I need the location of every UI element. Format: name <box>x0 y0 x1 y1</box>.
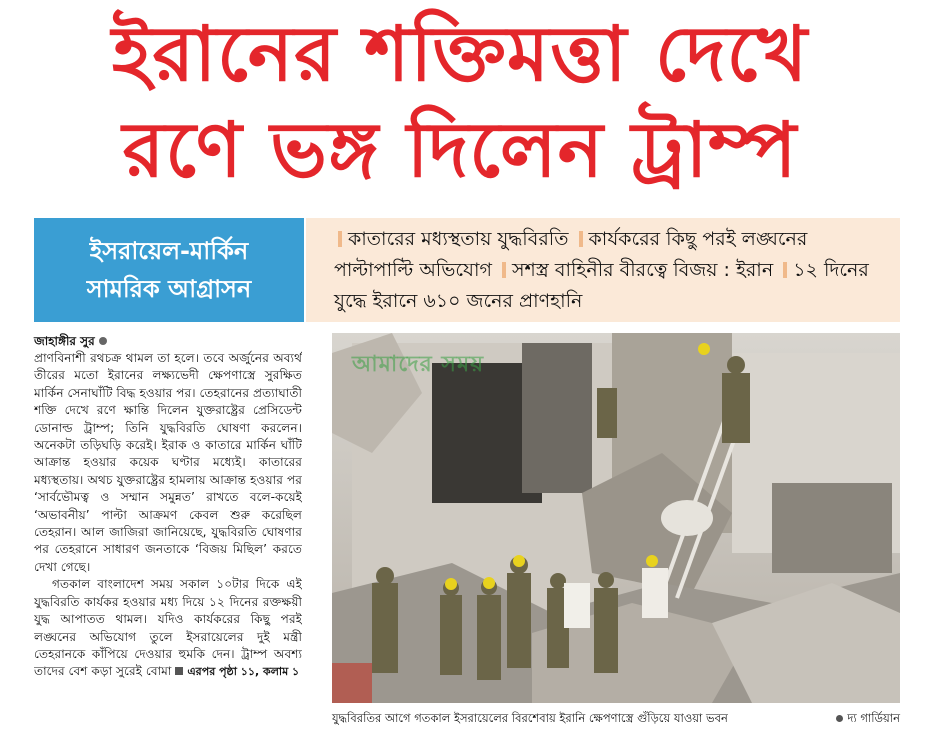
article-paragraph-2-text: গতকাল বাংলাদেশ সময় সকাল ১০টার দিকে এই যুদ্ধবিরতি কার্যকর হওয়ার মধ্য দিয়ে ১২ দিনের রক্তক্ষয়ী যুদ্ধ আপাতত থামল। যদিও কার্যকরের কিছু পরই লঙ্ঘনের অভিযোগ তুলে ইসরায়েলের দুই মন্ত্রী তেহরানকে কাঁপিয়ে দেওয়ার হুমকি দেন। ট্রাম্প অবশ্য তাদের বেশ কড়া সুরেই বোমা <box>34 577 302 679</box>
topic-line-1: ইসরায়েল-মার্কিন <box>89 237 249 265</box>
article-paragraph-1: প্রাণবিনাশী রথচক্র থামল তা হলে। তবে অর্জুনের অব্যর্থ তীরের মতো ইরানের লক্ষ্যভেদী ক্ষেপণাস্ত্রে সুরক্ষিত মার্কিন সেনাঘাঁটি বিদ্ধ হওয়ার পর। তেহরানের প্রত্যাঘাতী শক্তি দেখে রণে ক্ষান্তি দিলেন যুক্তরাষ্ট্রের প্রেসিডেন্ট ডোনাল্ড ট্রাম্প; তিনি যুদ্ধবিরতি ঘোষণা করলেন। অনেকটা তড়িঘড়ি করেই। ইরাক ও কাতারে মার্কিন ঘাঁটি আক্রান্ত হওয়ার কয়েক ঘণ্টার মধ্যেই। কাতারের মধ্যস্থতায়। অথচ যুক্তরাষ্ট্রের হামলায় আক্রান্ত হওয়ার পর ‘সার্বভৌমত্ব ও সম্মান সমুন্নত’ রাখতে বলে-কয়েই ‘অভাবনীয়’ পাল্টা আক্রমণ কেবল শুরু করেছিল তেহরান। আল জাজিরা জানিয়েছে, যুদ্ধবিরতি ঘোষণার পর তেহরানে সাধারণ জনতাকে ‘বিজয় মিছিল’ করতে দেখা গেছে। <box>34 351 302 574</box>
separator-bar <box>579 231 583 247</box>
article-paragraph-2 <box>34 576 302 680</box>
headline-line-2: রণে ভঙ্গ দিলেন ট্রাম্প <box>122 105 798 194</box>
subhead-1: কাতারের মধ্যস্থতায় যুদ্ধবিরতি <box>348 228 569 250</box>
continued-text: এরপর পৃষ্ঠা ১১, কলাম ১ <box>187 665 300 679</box>
rubble-scene-image <box>332 333 900 703</box>
subhead-3: সশস্ত্র বাহিনীর বীরত্বে বিজয় : ইরান <box>511 259 774 281</box>
caption-text: যুদ্ধবিরতির আগে গতকাল ইসরায়েলের বিরশেবায় ইরানি ক্ষেপণাস্ত্রে গুঁড়িয়ে যাওয়া ভবন <box>332 711 728 725</box>
subheadline-box <box>306 218 900 322</box>
bullet-icon <box>99 337 107 345</box>
separator-bar <box>502 262 506 278</box>
topic-line-2: সামরিক আগ্রাসন <box>86 275 252 303</box>
newspaper-watermark: আমাদের সময় <box>352 352 485 377</box>
square-bullet-icon <box>175 667 183 675</box>
headline <box>40 6 880 198</box>
author-name: জাহাঙ্গীর সুর <box>34 334 95 348</box>
photo-caption <box>332 708 900 728</box>
separator-bar <box>338 231 342 247</box>
bullet-icon <box>836 715 843 722</box>
credit-text: দ্য গার্ডিয়ান <box>847 711 900 725</box>
subhead-2: কার্যকরের কিছু পরই লঙ্ঘনের পাল্টাপাল্টি অভিযোগ <box>334 228 808 281</box>
news-photo <box>332 333 900 703</box>
subhead-4: ১২ দিনের যুদ্ধে ইরানে ৬১০ জনের প্রাণহানি <box>334 259 869 312</box>
headline-line-1: ইরানের শক্তিমত্তা দেখে <box>111 9 809 98</box>
article-body <box>34 350 302 726</box>
topic-box <box>34 218 304 322</box>
separator-bar <box>783 262 787 278</box>
photo-credit <box>836 708 900 728</box>
adjacent-column-edge <box>918 160 926 600</box>
continued-note <box>175 665 299 678</box>
